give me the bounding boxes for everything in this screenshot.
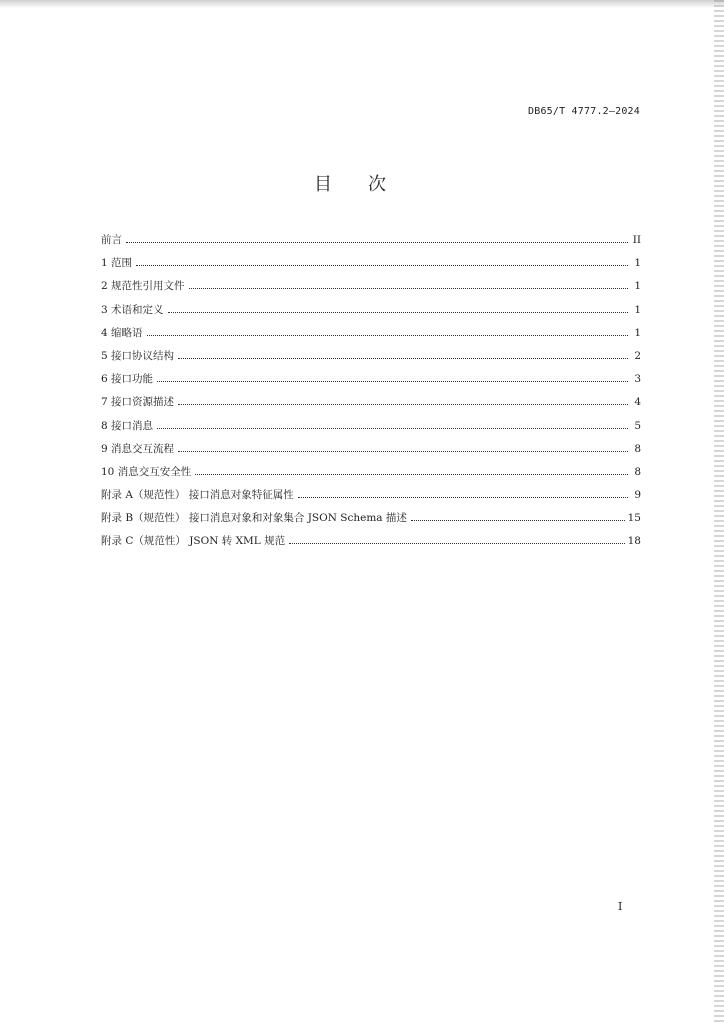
toc-entry-page: 8 (634, 442, 641, 455)
toc-leader-dots (298, 497, 628, 498)
toc-leader-dots (168, 312, 628, 313)
toc-entry-label: 附录 C（规范性） JSON 转 XML 规范 (101, 535, 286, 548)
toc-entry-page: 1 (634, 326, 641, 339)
toc-entry-label: 前言 (101, 234, 122, 246)
toc-leader-dots (157, 428, 628, 429)
toc-entry-page: 1 (634, 280, 641, 293)
toc-entry-label: 6 接口功能 (101, 373, 154, 386)
toc-leader-dots (147, 335, 628, 336)
toc-leader-dots (136, 265, 628, 266)
toc-entry[interactable] (101, 394, 641, 417)
toc-entry-page: 4 (634, 396, 641, 409)
toc-entry-label: 9 消息交互流程 (101, 442, 175, 455)
toc-entry-page: 1 (634, 303, 641, 316)
document-code: DB65/T 4777.2—2024 (528, 106, 640, 117)
toc-entry-page: 9 (634, 489, 641, 502)
toc-entry[interactable] (101, 418, 641, 441)
toc-entry[interactable] (101, 441, 641, 464)
toc-entry-label: 4 缩略语 (101, 326, 143, 339)
toc-entry-label: 8 接口消息 (101, 419, 154, 432)
toc-entry-page: 15 (627, 512, 641, 525)
toc-entry[interactable] (101, 533, 641, 556)
toc-leader-dots (289, 543, 625, 544)
toc-entry-label: 附录 B（规范性） 接口消息对象和对象集合 JSON Schema 描述 (101, 512, 407, 525)
toc-entry-label: 2 规范性引用文件 (101, 280, 185, 293)
toc-entry[interactable] (101, 302, 641, 325)
toc-leader-dots (157, 381, 628, 382)
table-of-contents (101, 232, 641, 557)
scan-right-edge (714, 0, 724, 1024)
toc-entry-page: 18 (627, 535, 641, 548)
toc-entry-label: 附录 A（规范性） 接口消息对象特征属性 (101, 489, 294, 502)
toc-entry-page: 5 (634, 419, 641, 432)
toc-leader-dots (411, 520, 625, 521)
toc-entry[interactable] (101, 371, 641, 394)
toc-entry-page: 2 (634, 349, 641, 362)
toc-entry[interactable] (101, 325, 641, 348)
toc-entry[interactable] (101, 464, 641, 487)
toc-entry-label: 7 接口资源描述 (101, 396, 175, 409)
toc-entry[interactable] (101, 487, 641, 510)
toc-entry[interactable] (101, 255, 641, 278)
toc-leader-dots (178, 451, 628, 452)
toc-entry-page: 8 (634, 465, 641, 478)
toc-entry-page: 1 (634, 257, 641, 270)
toc-entry-label: 1 范围 (101, 257, 133, 270)
page-number: I (618, 900, 623, 913)
toc-leader-dots (178, 404, 628, 405)
toc-leader-dots (178, 358, 628, 359)
toc-entry-label: 3 术语和定义 (101, 303, 164, 316)
toc-entry[interactable] (101, 232, 641, 255)
toc-entry-page: II (632, 234, 641, 246)
toc-entry[interactable] (101, 510, 641, 533)
toc-entry-label: 10 消息交互安全性 (101, 465, 192, 478)
toc-entry-label: 5 接口协议结构 (101, 349, 175, 362)
toc-leader-dots (189, 288, 628, 289)
toc-entry[interactable] (101, 278, 641, 301)
toc-entry-page: 3 (634, 373, 641, 386)
toc-leader-dots (126, 242, 628, 243)
toc-leader-dots (195, 474, 628, 475)
page-title: 目次 (314, 174, 422, 195)
scan-top-edge (0, 0, 724, 8)
toc-entry[interactable] (101, 348, 641, 371)
